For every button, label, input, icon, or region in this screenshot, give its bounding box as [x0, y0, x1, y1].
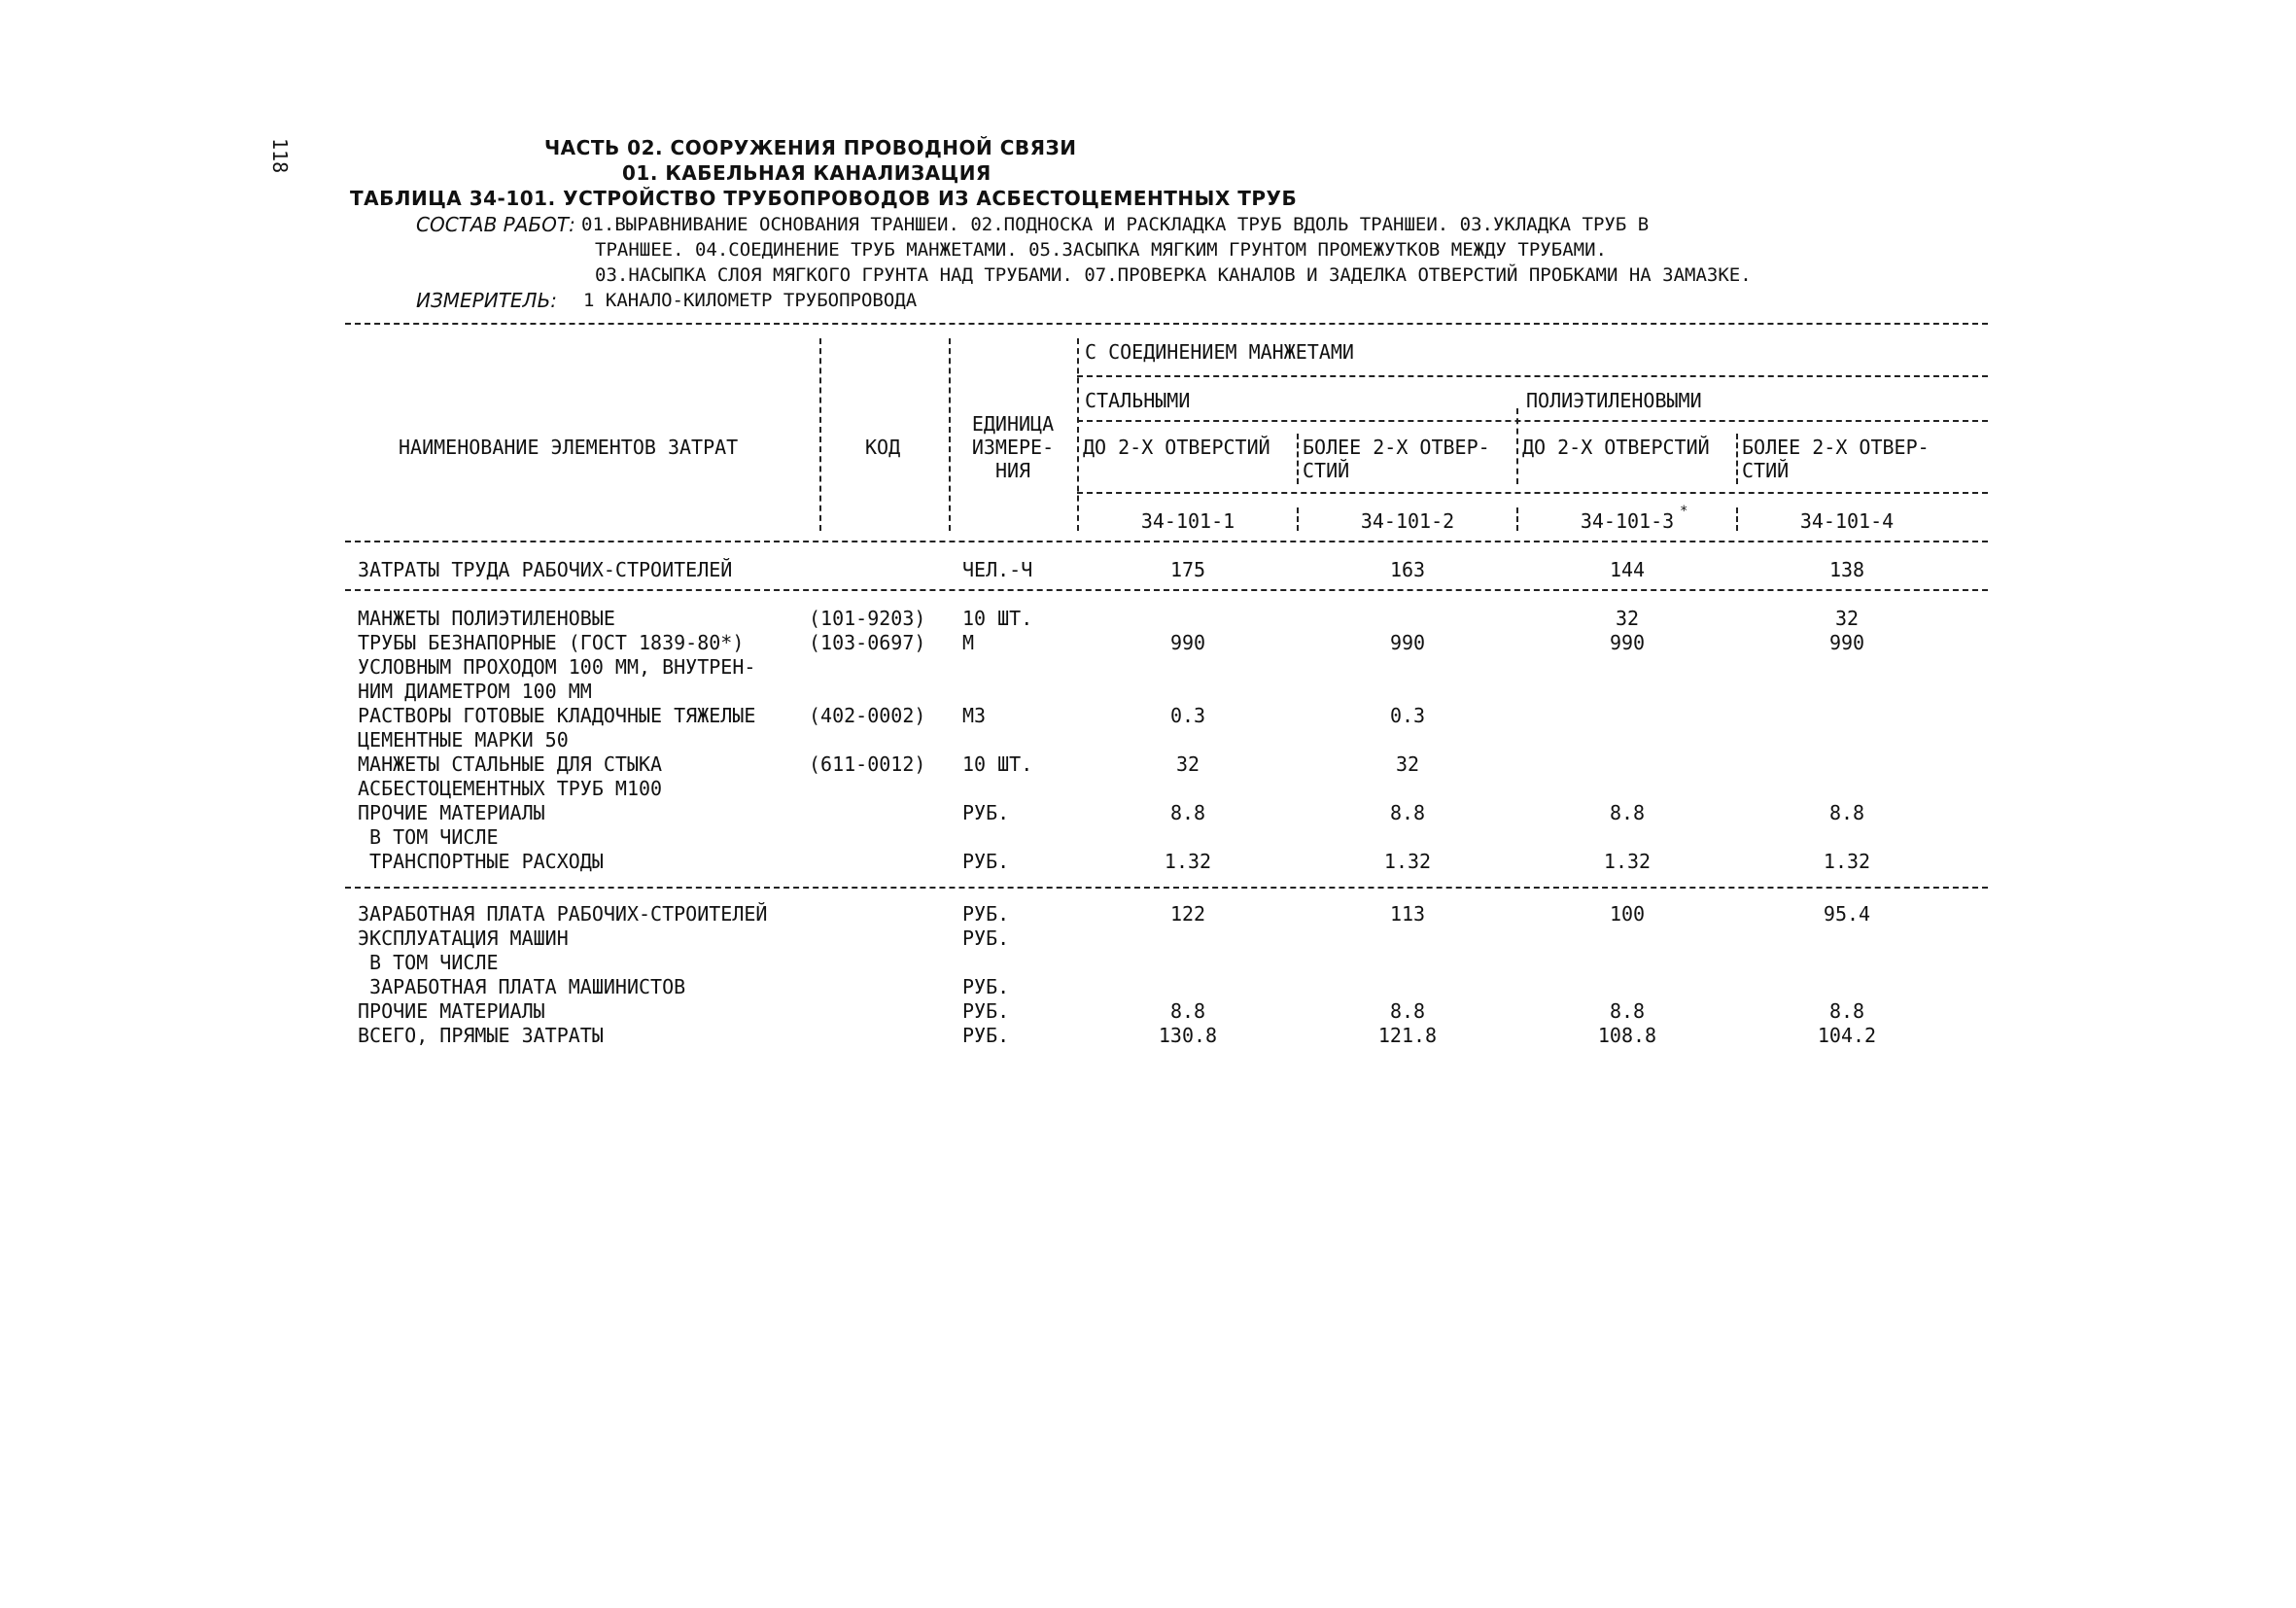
rule-header-bottom — [345, 541, 1988, 542]
row-value: 113 — [1389, 902, 1426, 926]
col-code-header: КОД — [865, 436, 901, 459]
row-value: 8.8 — [1169, 999, 1206, 1023]
work-line-2: ТРАНШЕЕ. 04.СОЕДИНЕНИЕ ТРУБ МАНЖЕТАМИ. 05.ЗАСЫПКА МЯГКИМ ГРУНТОМ ПРОМЕЖУТКОВ МЕЖДУ ТРУБАМИ. — [595, 239, 1607, 261]
row-value: 121.8 — [1377, 1024, 1438, 1047]
row-code: (402-0002) — [809, 704, 926, 727]
code-col-1: 34-101-1 — [1140, 509, 1235, 533]
row-name: ЦЕМЕНТНЫЕ МАРКИ 50 — [358, 728, 569, 752]
row-value: 990 — [1609, 631, 1646, 654]
row-unit: РУБ. — [962, 1024, 1010, 1047]
row-value: 1.32 — [1383, 850, 1432, 873]
group-header: С СОЕДИНЕНИЕМ МАНЖЕТАМИ — [1085, 340, 1354, 364]
steel-header: СТАЛЬНЫМИ — [1085, 389, 1191, 412]
row-value: 0.3 — [1389, 704, 1426, 727]
row-code: (611-0012) — [809, 752, 926, 776]
divider-code — [819, 338, 821, 531]
rule-group — [1077, 375, 1988, 377]
row-value: 32 — [1395, 752, 1420, 776]
section-title: 01. КАБЕЛЬНАЯ КАНАЛИЗАЦИЯ — [622, 161, 991, 185]
row-unit: М3 — [962, 704, 987, 727]
row-name: ВСЕГО, ПРЯМЫЕ ЗАТРАТЫ — [358, 1024, 604, 1047]
row-value: 8.8 — [1609, 999, 1646, 1023]
row-unit: РУБ. — [962, 902, 1010, 926]
more2-header-steel-b: СТИЙ — [1303, 459, 1350, 482]
work-line-3: 03.НАСЫПКА СЛОЯ МЯГКОГО ГРУНТА НАД ТРУБАМИ. 07.ПРОВЕРКА КАНАЛОВ И ЗАДЕЛКА ОТВЕРСТИЙ ПРОБКАМИ НА ЗАМАЗКЕ. — [595, 264, 1752, 286]
row-value: 8.8 — [1389, 999, 1426, 1023]
row-name: УСЛОВНЫМ ПРОХОДОМ 100 ММ, ВНУТРЕН- — [358, 655, 756, 679]
row-name: ЭКСПЛУАТАЦИЯ МАШИН — [358, 926, 569, 950]
row-unit: РУБ. — [962, 975, 1010, 998]
row-value: 8.8 — [1169, 801, 1206, 824]
row-value: 122 — [1169, 902, 1206, 926]
divider-values — [1077, 338, 1079, 531]
row-name: АСБЕСТОЦЕМЕНТНЫХ ТРУБ М100 — [358, 777, 663, 800]
divider-code-2 — [1297, 507, 1299, 531]
divider-col2 — [1297, 434, 1299, 484]
col-name-header: НАИМЕНОВАНИЕ ЭЛЕМЕНТОВ ЗАТРАТ — [399, 436, 739, 459]
row-name: ПРОЧИЕ МАТЕРИАЛЫ — [358, 999, 545, 1023]
more2-header-poly-b: СТИЙ — [1742, 459, 1790, 482]
row-value: 8.8 — [1609, 801, 1646, 824]
col-unit-header-3: НИЯ — [994, 459, 1031, 482]
row-value: 138 — [1828, 558, 1865, 581]
rule-labor-bottom — [345, 589, 1988, 591]
row-unit: М — [962, 631, 975, 654]
row-value: 175 — [1169, 558, 1206, 581]
row-value: 0.3 — [1169, 704, 1206, 727]
row-name: РАСТВОРЫ ГОТОВЫЕ КЛАДОЧНЫЕ ТЯЖЕЛЫЕ — [358, 704, 756, 727]
table-title: ТАБЛИЦА 34-101. УСТРОЙСТВО ТРУБОПРОВОДОВ ИЗ АСБЕСТОЦЕМЕНТНЫХ ТРУБ — [350, 187, 1298, 210]
row-name: В ТОМ ЧИСЛЕ — [358, 951, 499, 974]
rule-materials-bottom — [345, 887, 1988, 889]
part-title: ЧАСТЬ 02. СООРУЖЕНИЯ ПРОВОДНОЙ СВЯЗИ — [544, 136, 1077, 159]
row-name: ТРАНСПОРТНЫЕ РАСХОДЫ — [358, 850, 604, 873]
row-unit: РУБ. — [962, 850, 1010, 873]
rule-holes — [1077, 492, 1988, 494]
row-name: В ТОМ ЧИСЛЕ — [358, 825, 499, 849]
divider-col3 — [1516, 408, 1518, 484]
row-unit: РУБ. — [962, 999, 1010, 1023]
code-col-2: 34-101-2 — [1360, 509, 1455, 533]
divider-unit — [949, 338, 951, 531]
row-name: ПРОЧИЕ МАТЕРИАЛЫ — [358, 801, 545, 824]
row-code: (103-0697) — [809, 631, 926, 654]
row-value: 1.32 — [1164, 850, 1212, 873]
more2-header-steel-a: БОЛЕЕ 2-Х ОТВЕР- — [1303, 436, 1490, 459]
row-unit: РУБ. — [962, 926, 1010, 950]
divider-code-3 — [1516, 507, 1518, 531]
row-value: 163 — [1389, 558, 1426, 581]
col-unit-header-2: ИЗМЕРЕ- — [971, 436, 1055, 459]
row-value: 990 — [1169, 631, 1206, 654]
meter-label: ИЗМЕРИТЕЛЬ: — [416, 289, 558, 312]
divider-code-4 — [1736, 507, 1738, 531]
row-value: 8.8 — [1389, 801, 1426, 824]
row-name: МАНЖЕТЫ ПОЛИЭТИЛЕНОВЫЕ — [358, 607, 615, 630]
row-value: 990 — [1828, 631, 1865, 654]
row-name: ЗАРАБОТНАЯ ПЛАТА МАШИНИСТОВ — [358, 975, 686, 998]
row-value: 100 — [1609, 902, 1646, 926]
row-value: 32 — [1834, 607, 1860, 630]
row-name: ЗАРАБОТНАЯ ПЛАТА РАБОЧИХ-СТРОИТЕЛЕЙ — [358, 902, 768, 926]
row-value: 144 — [1609, 558, 1646, 581]
row-value: 130.8 — [1158, 1024, 1218, 1047]
poly-header: ПОЛИЭТИЛЕНОВЫМИ — [1526, 389, 1702, 412]
code-col-4: 34-101-4 — [1799, 509, 1895, 533]
row-value: 32 — [1175, 752, 1200, 776]
row-unit: РУБ. — [962, 801, 1010, 824]
row-unit: 10 ШТ. — [962, 607, 1033, 630]
upto2-header-steel: ДО 2-Х ОТВЕРСТИЙ — [1083, 436, 1270, 459]
row-value: 1.32 — [1823, 850, 1871, 873]
row-value: 108.8 — [1597, 1024, 1657, 1047]
row-unit: ЧЕЛ.-Ч — [962, 558, 1033, 581]
row-value: 8.8 — [1828, 999, 1865, 1023]
row-value: 95.4 — [1823, 902, 1871, 926]
row-value: 8.8 — [1828, 801, 1865, 824]
page-number: 118 — [268, 138, 292, 174]
divider-col4 — [1736, 434, 1738, 484]
rule-material — [1077, 420, 1988, 422]
row-value: 32 — [1615, 607, 1640, 630]
meter-value: 1 КАНАЛО-КИЛОМЕТР ТРУБОПРОВОДА — [583, 290, 918, 311]
row-name: ЗАТРАТЫ ТРУДА РАБОЧИХ-СТРОИТЕЛЕЙ — [358, 558, 733, 581]
col-unit-header-1: ЕДИНИЦА — [971, 412, 1055, 436]
code-col-3-asterisk: * — [1680, 504, 1688, 519]
row-value: 104.2 — [1817, 1024, 1877, 1047]
row-value: 990 — [1389, 631, 1426, 654]
row-unit: 10 ШТ. — [962, 752, 1033, 776]
upto2-header-poly: ДО 2-Х ОТВЕРСТИЙ — [1522, 436, 1710, 459]
work-line-1: 01.ВЫРАВНИВАНИЕ ОСНОВАНИЯ ТРАНШЕИ. 02.ПОДНОСКА И РАСКЛАДКА ТРУБ ВДОЛЬ ТРАНШЕИ. 03.УКЛАДКА ТРУБ В — [581, 214, 1650, 235]
row-name: МАНЖЕТЫ СТАЛЬНЫЕ ДЛЯ СТЫКА — [358, 752, 663, 776]
row-value: 1.32 — [1603, 850, 1652, 873]
rule-top — [345, 323, 1988, 325]
row-name: ТРУБЫ БЕЗНАПОРНЫЕ (ГОСТ 1839-80*) — [358, 631, 745, 654]
row-code: (101-9203) — [809, 607, 926, 630]
work-composition-label: СОСТАВ РАБОТ: — [416, 213, 575, 236]
row-name: НИМ ДИАМЕТРОМ 100 ММ — [358, 680, 592, 703]
more2-header-poly-a: БОЛЕЕ 2-Х ОТВЕР- — [1742, 436, 1930, 459]
code-col-3: 34-101-3 — [1580, 509, 1675, 533]
